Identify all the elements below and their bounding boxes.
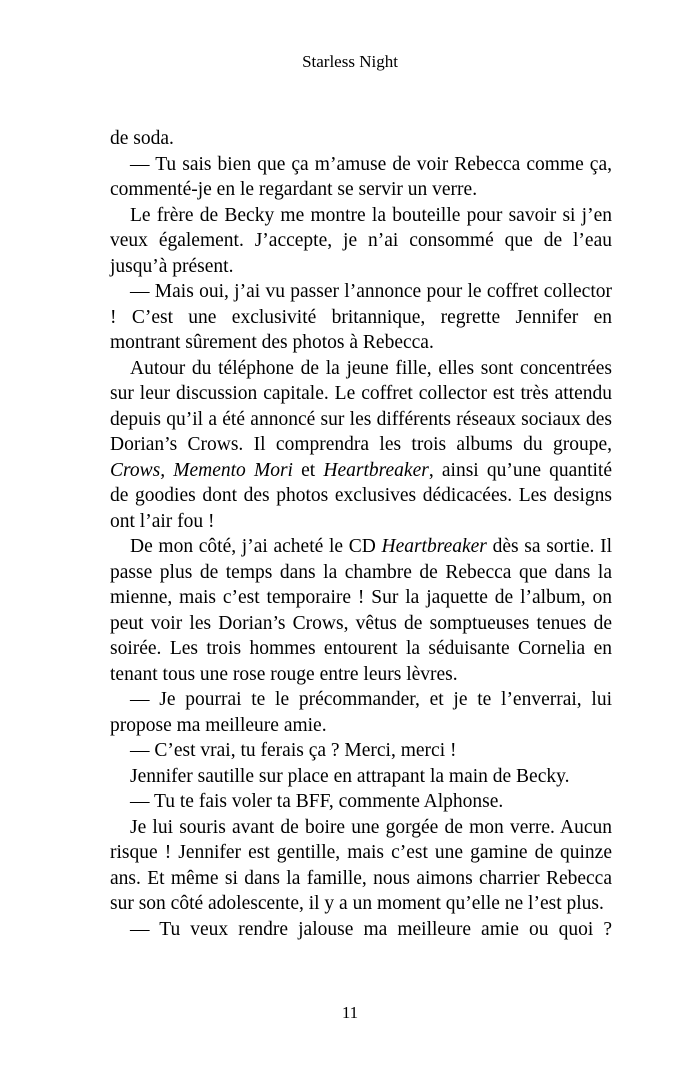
- paragraph: [110, 764, 612, 790]
- text-run: de soda.: [110, 128, 174, 149]
- text-run: — Tu te fais voler ta BFF, commente Alphonse.: [130, 791, 504, 812]
- paragraph: [110, 687, 612, 738]
- text-run: , ainsi qu’une quantité de goodies dont des photos exclusives dédicacées. Les designs ont l’air fou !: [110, 459, 612, 532]
- italic-title: Crows, Memento Mori: [110, 459, 293, 481]
- text-run: — Je pourrai te le précommander, et je te l’enverrai, lui propose ma meilleure amie.: [110, 689, 612, 736]
- text-run: Jennifer sautille sur place en attrapant la main de Becky.: [130, 765, 570, 787]
- text-run: Le frère de Becky me montre la bouteille pour savoir si j’en veux également. J’accepte, je n’ai consommé que de l’eau jusqu’à présent.: [110, 204, 612, 277]
- text-run: — C’est vrai, tu ferais ça ? Merci, merci !: [130, 740, 457, 761]
- text-run: — Tu sais bien que ça m’amuse de voir Rebecca comme ça, commenté-je en le regardant se servir un verre.: [110, 153, 612, 200]
- paragraph: [110, 356, 612, 535]
- text-run: Je lui souris avant de boire une gorgée de mon verre. Aucun risque ! Jennifer est gentille, mais c’est une gamine de quinze ans. Et même si dans la famille, nous aimons charrier Rebecca sur son côté adolescente, il y a un moment qu’elle ne l’est plus.: [110, 816, 612, 914]
- text-run: et: [292, 459, 324, 481]
- text-run: De mon côté, j’ai acheté le CD: [130, 536, 382, 557]
- paragraph: [110, 152, 612, 203]
- page-body: [110, 126, 612, 942]
- paragraph: [110, 534, 612, 687]
- text-run: dès sa sortie. Il passe plus de temps dans la chambre de Rebecca que dans la mienne, mais c’est temporaire ! Sur la jaquette de l’album, on peut voir les Dorian’s Crows, vêtus de somptueuses tenues de soirée. Les trois hommes entourent la séduisante Cornelia en tenant tous une rose rouge entre leurs lèvres.: [110, 536, 612, 685]
- page-number: 11: [341, 1003, 359, 1022]
- paragraph: [110, 789, 612, 815]
- text-run: Autour du téléphone de la jeune fille, elles sont concentrées sur leur discussion capitale. Le coffret collector est très attendu depuis qu’il a été annoncé sur les différents réseaux sociaux des Dorian’s Crows. Il comprendra les trois albums du groupe,: [110, 357, 612, 455]
- running-header: Starless Night: [302, 52, 398, 71]
- paragraph: [110, 203, 612, 280]
- text-run: — Tu veux rendre jalouse ma meilleure amie ou quoi ?: [130, 918, 612, 940]
- italic-title: Heartbreaker: [323, 459, 429, 481]
- paragraph: [110, 917, 612, 943]
- paragraph: [110, 738, 612, 764]
- paragraph: [110, 279, 612, 356]
- paragraph: [110, 126, 612, 152]
- paragraph: [110, 815, 612, 917]
- italic-title: Heartbreaker: [381, 536, 487, 557]
- text-run: — Mais oui, j’ai vu passer l’annonce pour le coffret collector ! C’est une exclusivité britannique, regrette Jennifer en montrant sûrement des photos à Rebecca.: [110, 281, 612, 353]
